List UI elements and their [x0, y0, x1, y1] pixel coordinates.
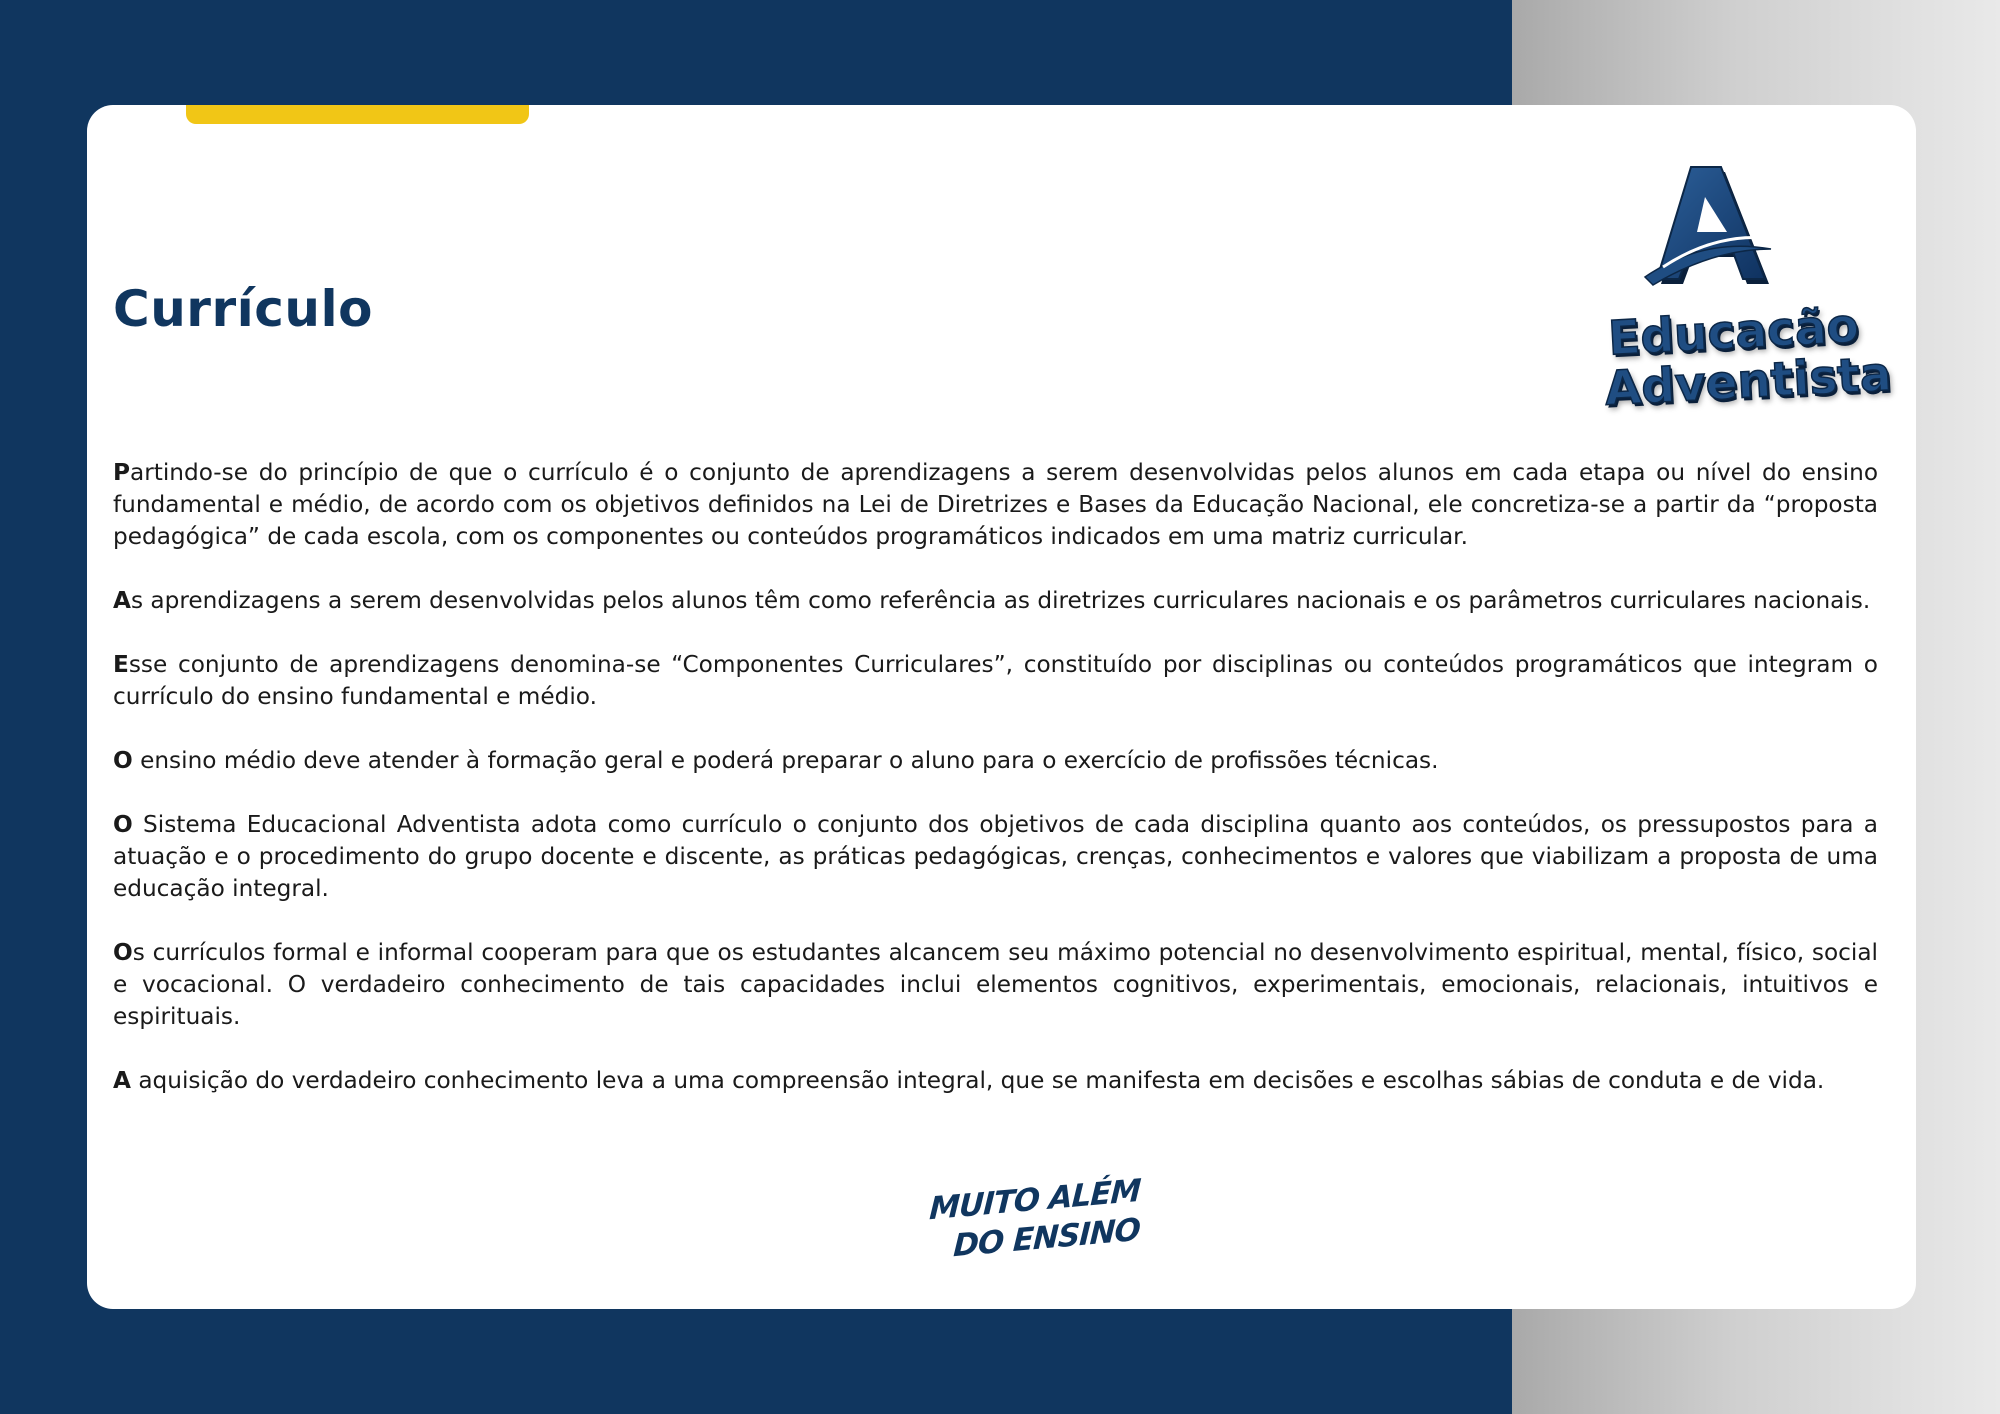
paragraph-text: artindo-se do princípio de que o currículo é o conjunto de aprendizagens a serem desenvolvidas pelos alunos em cada etapa ou nível do ensino fundamental e médio, de acordo com os objetivos definidos na Lei de Diretrizes e Bases da Educação Nacional, ele concretiza-se a partir da “proposta pedagógica” de cada escola, com os componentes ou conteúdos programáticos indicados em uma matriz curricular. [113, 459, 1878, 550]
paragraph-text: sse conjunto de aprendizagens denomina-se “Componentes Curriculares”, constituído por disciplinas ou conteúdos programáticos que integram o currículo do ensino fundamental e médio. [113, 651, 1878, 710]
tagline-line-1: MUITO ALÉM [928, 1172, 1142, 1228]
paragraph [113, 649, 1878, 713]
paragraph-lead-letter: O [113, 811, 133, 838]
paragraph [113, 457, 1878, 553]
page-title: Currículo [113, 280, 373, 338]
paragraph-lead-letter: E [113, 651, 129, 678]
logo-line-2: Adventista [1603, 346, 1893, 417]
paragraph-text: Sistema Educacional Adventista adota como currículo o conjunto dos objetivos de cada disciplina quanto aos conteúdos, os pressupostos para a atuação e o procedimento do grupo docente e discente, as práticas pedagógicas, crenças, conhecimentos e valores que viabilizam a proposta de uma educação integral. [113, 811, 1878, 902]
paragraph [113, 1065, 1878, 1097]
paragraph-text: ensino médio deve atender à formação geral e poderá preparar o aluno para o exercício de profissões técnicas. [132, 747, 1439, 774]
paragraph-text: s aprendizagens a serem desenvolvidas pelos alunos têm como referência as diretrizes curriculares nacionais e os parâmetros curriculares nacionais. [130, 587, 1871, 614]
paragraph-lead-letter: P [113, 459, 130, 486]
paragraph [113, 585, 1878, 617]
paragraph-text: aquisição do verdadeiro conhecimento leva a uma compreensão integral, que se manifesta em decisões e escolhas sábias de conduta e de vida. [130, 1067, 1825, 1094]
body-text [113, 457, 1878, 1129]
educacao-adventista-logo [1593, 157, 1893, 417]
tagline-logo [927, 1172, 1142, 1265]
paragraph-lead-letter: A [113, 1067, 131, 1094]
paragraph-lead-letter: O [113, 747, 133, 774]
paragraph-lead-letter: O [113, 939, 133, 966]
paragraph-lead-letter: A [113, 587, 131, 614]
paragraph-text: s currículos formal e informal cooperam para que os estudantes alcancem seu máximo potencial no desenvolvimento espiritual, mental, físico, social e vocacional. O verdadeiro conhecimento de tais capacidades inclui elementos cognitivos, experimentais, emocionais, relacionais, intuitivos e espirituais. [113, 939, 1878, 1030]
letter-a-swoosh-icon [1593, 157, 1863, 307]
tagline-line-2: DO ENSINO [952, 1211, 1141, 1265]
paragraph [113, 745, 1878, 777]
content-card [87, 105, 1916, 1309]
paragraph [113, 937, 1878, 1033]
logo-line-1: Educacão [1606, 298, 1861, 367]
accent-bar [186, 105, 529, 124]
paragraph [113, 809, 1878, 905]
